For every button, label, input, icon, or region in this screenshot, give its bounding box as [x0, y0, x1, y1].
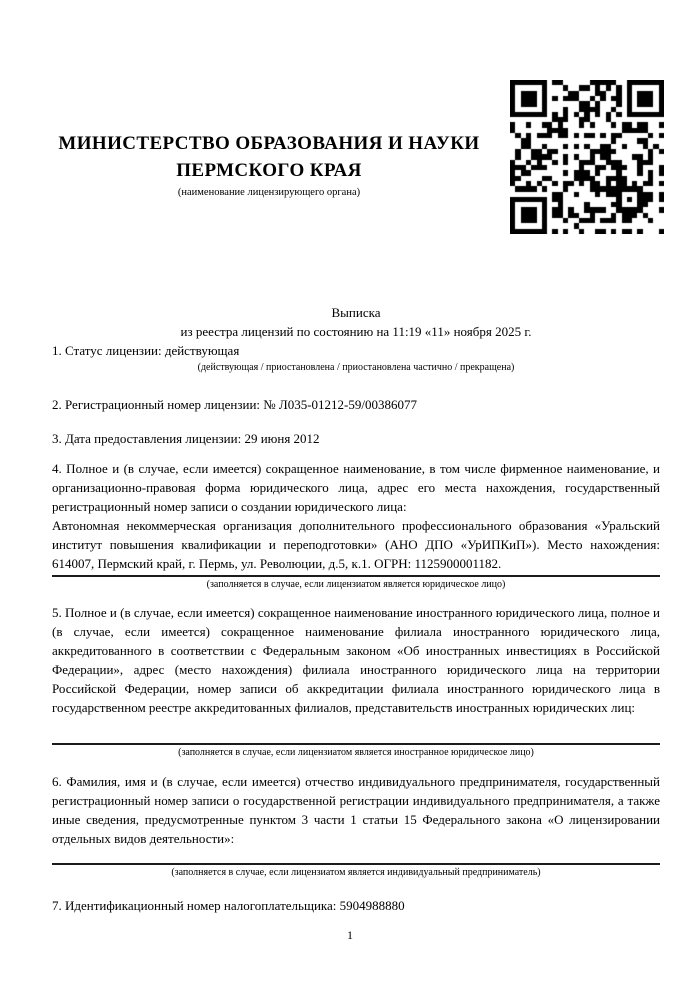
license-status-line: 1. Статус лицензии: действующая	[52, 343, 240, 358]
qr-code	[510, 80, 664, 234]
page-number: 1	[347, 928, 353, 942]
entrepreneur-heading: 6. Фамилия, имя и (в случае, если имеется) отчество индивидуального предпринимателя, государственный регистрационный номер записи о государственной регистрации индивидуального предпринимателя, а также иные сведения, предусмотренные пунктом 3 части 1 статьи 15 Федерального закона «О лицензировании отдельных видов деятельности»:	[52, 774, 660, 846]
foreign-entity-caption: (заполняется в случае, если лицензиатом является иностранное юридическое лицо)	[178, 747, 534, 758]
ministry-name-line1: МИНИСТЕРСТВО ОБРАЗОВАНИЯ И НАУКИ	[58, 133, 480, 154]
legal-entity-caption: (заполняется в случае, если лицензиатом является юридическое лицо)	[206, 579, 506, 590]
status-options-caption: (действующая / приостановлена / приостановлена частично / прекращена)	[197, 362, 515, 373]
legal-entity-fill-line	[52, 575, 660, 577]
extract-body	[52, 303, 660, 915]
legal-entity-heading: 4. Полное и (в случае, если имеется) сокращенное наименование, в том числе фирменное наименование, и организационно-правовая форма юридического лица, адрес его места нахождения, государственный регистрационный номер записи о создании юридического лица:	[52, 461, 660, 514]
licensing-authority-header	[38, 130, 500, 198]
ministry-name-line2: ПЕРМСКОГО КРАЯ	[176, 160, 362, 181]
entrepreneur-caption: (заполняется в случае, если лицензиатом является индивидуальный предприниматель)	[171, 867, 541, 878]
taxpayer-number-line: 7. Идентификационный номер налогоплательщика: 5904988880	[52, 898, 405, 913]
legal-entity-value: Автономная некоммерческая организация дополнительного профессионального образования «Уральский институт повышения квалификации и переподготовки» (АНО ДПО «УрИПКиП»). Место нахождения: 614007, Пермский край, г. Пермь, ул. Революции, д.5, к.1. ОГРН: 1125900001182.	[52, 518, 660, 571]
registration-number-line: 2. Регистрационный номер лицензии: № Л035-01212-59/00386077	[52, 397, 418, 412]
extract-subtitle: из реестра лицензий по состоянию на 11:19 «11» ноября 2025 г.	[180, 324, 532, 339]
ministry-caption: (наименование лицензирующего органа)	[177, 187, 361, 198]
extract-title: Выписка	[331, 305, 381, 320]
entrepreneur-fill-line	[52, 863, 660, 865]
foreign-entity-fill-line	[52, 743, 660, 745]
grant-date-line: 3. Дата предоставления лицензии: 29 июня 2012	[52, 431, 320, 446]
foreign-entity-heading: 5. Полное и (в случае, если имеется) сокращенное наименование иностранного юридического лица, полное и (в случае, если имеется) сокращенное наименование филиала иностранного юридического лица, аккредитованного в соответствии с Федеральным законом «Об иностранных инвестициях в Российской Федерации», адрес (место нахождения) филиала иностранного юридического лица на территории Российской Федерации, номер записи об аккредитации филиала иностранного юридического лица в государственном реестре аккредитованных филиалов, представительств иностранных юридических лиц:	[52, 605, 660, 715]
